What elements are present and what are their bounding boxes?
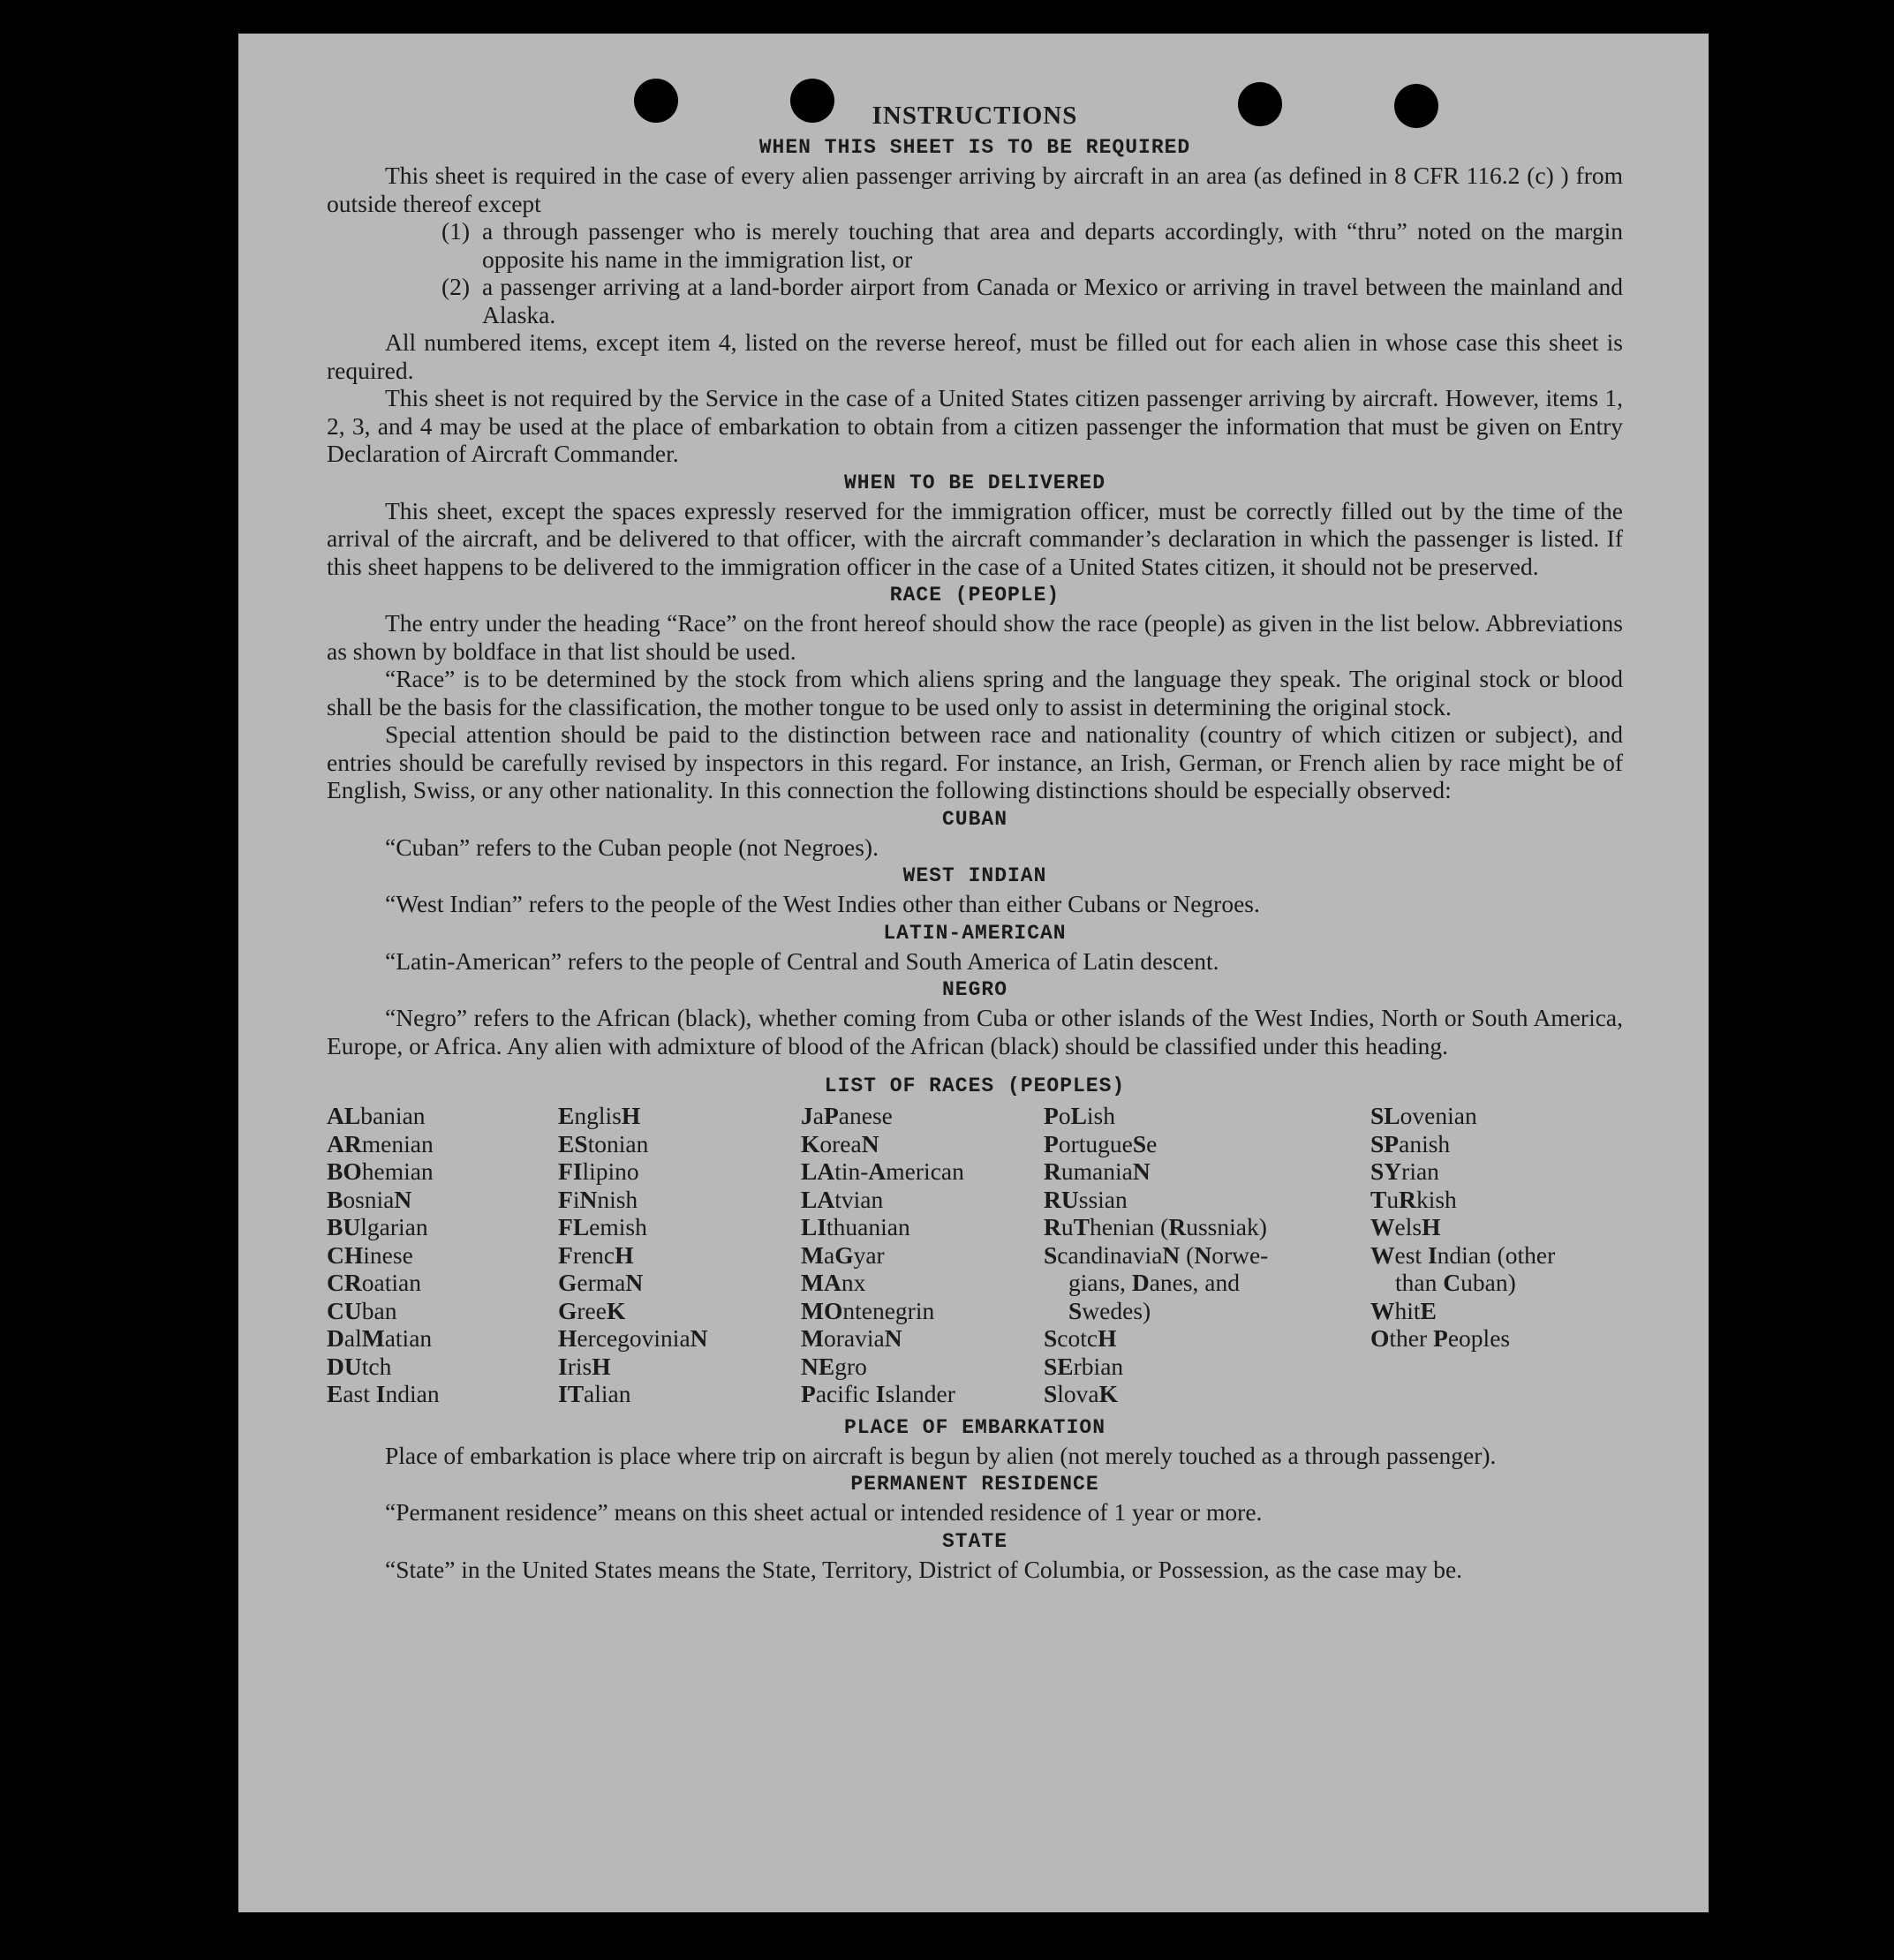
race-entry: ALbanian (327, 1102, 426, 1129)
race-entry: FLemish (558, 1213, 647, 1240)
race-entry: TuRkish (1370, 1185, 1457, 1213)
race-entry: CHinese (327, 1240, 413, 1269)
race-entry: SPanish (1370, 1129, 1451, 1157)
race-entry: RUssian (1044, 1185, 1128, 1213)
race-entry: RuThenian (Russniak) (1044, 1213, 1267, 1240)
race-entry: FIlipino (558, 1157, 639, 1185)
race-paragraph-3: Special attention should be paid to the distinction between race and nationality (country of which citizen or subject), and entries should be carefully revised by inspectors in this regard. For instance, an Irish, German, or French alien by race might be of English, Swiss, or any other nationality. In this connection the following distinctions should be especially observed: (327, 720, 1623, 803)
race-entry: HercegoviniaN (558, 1324, 708, 1352)
race-entry: FrencH (558, 1240, 634, 1269)
race-entry: FiNnish (558, 1185, 638, 1213)
race-entry: LAtin-American (801, 1157, 964, 1185)
race-entry-continuation: gians, Danes, and (1068, 1269, 1241, 1296)
section-heading-delivered: WHEN TO BE DELIVERED (843, 471, 1106, 494)
race-entry: GermaN (558, 1269, 644, 1296)
race-entry: Pacific Islander (801, 1380, 955, 1407)
race-entry: MaGyar (801, 1240, 885, 1269)
section-heading-embarkation: PLACE OF EMBARKATION (843, 1415, 1106, 1439)
races-column (558, 1102, 801, 1408)
race-entry: ARmenian (327, 1129, 434, 1157)
race-paragraph-1: The entry under the heading “Race” on the front hereof should show the race (people) as given in the list below. Abbreviations as shown by boldface in that list should be used. (327, 609, 1623, 665)
race-entry: BOhemian (327, 1157, 434, 1185)
race-entry: ScandinaviaN (Norwe- (1044, 1240, 1269, 1269)
race-entry: LIthuanian (801, 1213, 910, 1240)
exception-number: (1) (441, 217, 471, 245)
race-entry: DalMatian (327, 1324, 433, 1352)
race-entry: Other Peoples (1370, 1324, 1511, 1352)
exception-text: a passenger arriving at a land-border airport from Canada or Mexico or arriving in travel between the mainland and Alaska. (482, 273, 1623, 328)
document-body (327, 99, 1623, 1583)
required-paragraph-2: All numbered items, except item 4, listed on the reverse hereof, must be filled out for each alien in whose case this sheet is required. (327, 328, 1623, 384)
race-entry: SErbian (1044, 1352, 1124, 1380)
section-heading-races-list: LIST OF RACES (PEOPLES) (824, 1074, 1126, 1097)
race-entry: MOntenegrin (801, 1296, 935, 1324)
race-entry: NEgro (801, 1352, 867, 1380)
race-entry: CRoatian (327, 1269, 421, 1296)
section-heading-race: RACE (PEOPLE) (889, 584, 1060, 607)
race-entry: WhitE (1370, 1296, 1437, 1324)
section-heading-cuban: CUBAN (941, 807, 1007, 831)
races-column (327, 1102, 558, 1408)
race-entry: GreeK (558, 1296, 626, 1324)
race-entry: LAtvian (801, 1185, 884, 1213)
section-heading-required: WHEN THIS SHEET IS TO BE REQUIRED (758, 136, 1191, 159)
races-column (801, 1102, 1044, 1408)
race-entry: EStonian (558, 1129, 649, 1157)
race-entry: BUlgarian (327, 1213, 428, 1240)
race-entry: West Indian (other (1370, 1240, 1556, 1269)
race-entry: PortugueSe (1044, 1129, 1158, 1157)
race-entry: EnglisH (558, 1102, 641, 1129)
negro-text: “Negro” refers to the African (black), whether coming from Cuba or other islands of the West Indies, North or South America, Europe, or Africa. Any alien with admixture of blood of the African (black) should be classified under this heading. (327, 1004, 1623, 1059)
section-heading-negro: NEGRO (941, 978, 1007, 1001)
race-entry: DUtch (327, 1352, 392, 1380)
race-entry: SlovaK (1044, 1380, 1119, 1407)
section-heading-residence: PERMANENT RESIDENCE (850, 1473, 1099, 1496)
race-entry: RumaniaN (1044, 1157, 1151, 1185)
cuban-text: “Cuban” refers to the Cuban people (not Negroes). (385, 833, 879, 861)
residence-text: “Permanent residence” means on this sheet actual or intended residence of 1 year or more. (385, 1498, 1263, 1526)
race-entry: CUban (327, 1296, 397, 1324)
race-paragraph-2: “Race” is to be determined by the stock from which aliens spring and the language they speak. The original stock or blood shall be the basis for the classification, the mother tongue to be used only to assist in determining the original stock. (327, 665, 1623, 720)
race-entry-continuation: than Cuban) (1395, 1269, 1516, 1296)
exception-text: a through passenger who is merely touching that area and departs accordingly, with “thru” noted on the margin opposite his name in the immigration list, or (482, 217, 1623, 273)
instruction-sheet (238, 34, 1709, 1912)
races-column (1044, 1102, 1370, 1408)
race-entry: PoLish (1044, 1102, 1115, 1129)
section-heading-latin-american: LATIN-AMERICAN (883, 921, 1067, 945)
required-paragraph-3: This sheet is not required by the Service in the case of a United States citizen passenger arriving by aircraft. However, items 1, 2, 3, and 4 may be used at the place of embarkation to obtain from a citizen passenger the information that must be given on Entry Declaration of Aircraft Commander. (327, 384, 1623, 467)
race-entry: JaPanese (801, 1102, 893, 1129)
race-entry: WelsH (1370, 1213, 1441, 1240)
race-entry: East Indian (327, 1380, 440, 1407)
race-entry: SLovenian (1370, 1102, 1477, 1129)
exception-item (441, 273, 1623, 328)
west-indian-text: “West Indian” refers to the people of the West Indies other than either Cubans or Negroes. (385, 890, 1260, 917)
race-entry: SYrian (1370, 1157, 1439, 1185)
race-entry-continuation: Swedes) (1068, 1296, 1151, 1324)
state-text: “State” in the United States means the State, Territory, District of Columbia, or Possession, as the case may be. (385, 1555, 1463, 1583)
race-entry: MAnx (801, 1269, 866, 1296)
latin-american-text: “Latin-American” refers to the people of Central and South America of Latin descent. (385, 946, 1219, 975)
race-entry: IrisH (558, 1352, 611, 1380)
required-intro: This sheet is required in the case of every alien passenger arriving by aircraft in an area (as defined in 8 CFR 116.2 (c) ) from outside thereof except (327, 162, 1623, 217)
section-heading-state: STATE (941, 1529, 1007, 1553)
delivered-text: This sheet, except the spaces expressly reserved for the immigration officer, must be correctly filled out by the time of the arrival of the aircraft, and be delivered to that officer, with the aircraft commander’s declaration in which the passenger is listed. If this sheet happens to be delivered to the immigration officer in the case of a United States citizen, it should not be preserved. (327, 496, 1623, 580)
race-entry: BosniaN (327, 1185, 412, 1213)
embarkation-text: Place of embarkation is place where trip on aircraft is begun by alien (not merely touched as a through passenger). (385, 1441, 1497, 1469)
race-entry: ITalian (558, 1380, 631, 1407)
race-entry: KoreaN (801, 1129, 879, 1157)
race-entry: ScotcH (1044, 1324, 1117, 1352)
section-heading-west-indian: WEST INDIAN (902, 864, 1047, 887)
exception-item (441, 217, 1623, 273)
races-column (1370, 1102, 1618, 1408)
exception-number: (2) (441, 273, 471, 300)
race-entry: MoraviaN (801, 1324, 902, 1352)
document-title: INSTRUCTIONS (872, 102, 1078, 130)
races-list (327, 1102, 1623, 1408)
